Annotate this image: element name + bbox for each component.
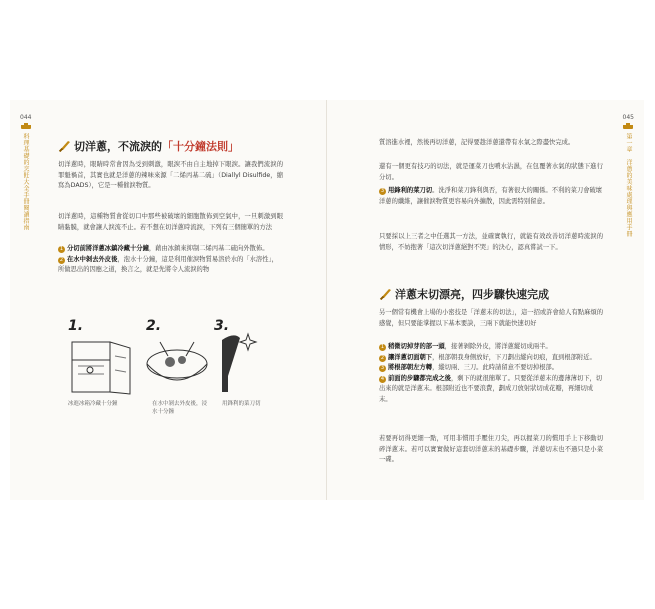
knife-illustration (208, 330, 268, 398)
pot-icon (622, 122, 634, 130)
right-page (327, 100, 644, 500)
bowl-illustration (142, 336, 212, 396)
cutting-step: 3 將根部朝左方轉，縱切兩、三刀。此時請留意不要切掉根部。 (380, 364, 559, 372)
knife-icon (58, 138, 72, 152)
pot-icon (20, 122, 32, 130)
body-paragraph: 切洋蔥時，這種物質會從切口中那些被破壞的細胞散佈到空氣中，一旦刺激到眼睛黏膜，就會讓人淚流不止。若不想在切洋蔥時流淚，下列有三個簡單的方法 (58, 213, 283, 231)
method-list (58, 244, 283, 276)
running-head: 第一章 洋蔥的美味處理與應用手冊 (625, 133, 632, 237)
illustration-caption: 用鋒利的菜刀切 (222, 401, 261, 407)
fridge-illustration (68, 336, 138, 396)
illustration-caption: 在水中剝去外皮後，浸水十分鐘 (152, 401, 208, 415)
cutting-step: 2 讓洋蔥切面朝下，根部朝我身側放好，下刀劃出縱向切痕，直到根部附近。 (380, 353, 596, 361)
running-head: 料理基礎的烹飪大全手冊閱讀指南 (22, 133, 29, 231)
page-number: 044 (20, 114, 32, 121)
illustration-number: 3. (214, 318, 230, 334)
body-paragraph: 質溶進水裡，然後再切洋蔥，記得要趁洋蔥還帶有水氣之際盡快完成。 (379, 139, 575, 146)
illustration-number: 1. (68, 318, 84, 334)
method-step: 3 用鋒利的菜刀切。洗淨和菜刀鋒利與否，有著很大的關係。不利的菜刀會破壞洋蔥的纖維，讓催淚物質更容易向外擴散，因此需特別留意。 (379, 187, 603, 205)
closing-paragraph: 若要再切得更細一點，可用非慣用手壓住刀尖，再以握菜刀的慣用手上下移動切碎洋蔥末。若可以實實做好這套切洋蔥末的基礎步驟，洋蔥切末也不過只是小菜一碟。 (379, 435, 603, 464)
body-paragraph: 還有一個更有技巧的切法，就是運菜刀也噴水沾濕，在包覆著水氣的狀態下進行分切。 (379, 163, 603, 181)
body-paragraph: 另一個常有機會上場的小密技是「洋蔥末的切法」，這一招或許會給人有點麻煩的感覺，但只要能掌握以下基本要訣，三兩下就能快速切好 (379, 309, 603, 327)
section-title: 洋蔥末切漂亮，四步驟快速完成 (395, 288, 549, 301)
cutting-step: 4 前面的步驟都完成之後，剩下的就很簡單了。只要從洋蔥末的邊薄薄切下，切出來的就是洋蔥末。根部附近也不要浪費，劃成刀放射狀切成花瓣，再細切成末。 (379, 374, 603, 403)
body-paragraph: 只要採以上三者之中任選其一方法，並確實執行，就能有效改善切洋蔥時流淚的情形，不妨抱著「這次切洋蔥絕對不哭」的決心，認真嘗試一下。 (379, 233, 603, 251)
intro-paragraph: 切洋蔥時，眼睛時常會因為受到刺激，眼淚不由自主地掉下眼淚。讓我們流淚的罪魁禍首，其實也就是洋蔥的辣味來源「二烯丙基二硫」（Diallyl Disulfide，縮寫為DADS），它是一種催淚物質。 (58, 161, 283, 190)
left-page (10, 100, 327, 500)
illustration-number: 2. (146, 318, 162, 334)
method-step: 1 分切前將洋蔥冰鎮冷藏十分鐘，藉由冰鎮來抑制二烯丙基二硫向外散佈。 (59, 245, 269, 252)
knife-icon (379, 286, 393, 300)
section-title: 切洋蔥，不流淚的「十分鐘法則」 (74, 140, 239, 153)
method-list (379, 186, 603, 207)
illustration-caption: 冰進冰箱冷藏十分鐘 (68, 401, 118, 407)
page-number: 045 (622, 114, 634, 121)
method-step: 2 在水中剝去外皮後，泡水十分鐘，這是利用催淚物質易溶於水的「水溶性」，所做思出的因應之道，換言之，就是先將令人流淚的物 (58, 255, 278, 274)
step-list (379, 342, 603, 406)
cutting-step: 1 稍微切掉芽的部一頭，接著剝除外皮，將洋蔥縱切成兩半。 (380, 343, 552, 350)
book-spread (10, 100, 644, 500)
